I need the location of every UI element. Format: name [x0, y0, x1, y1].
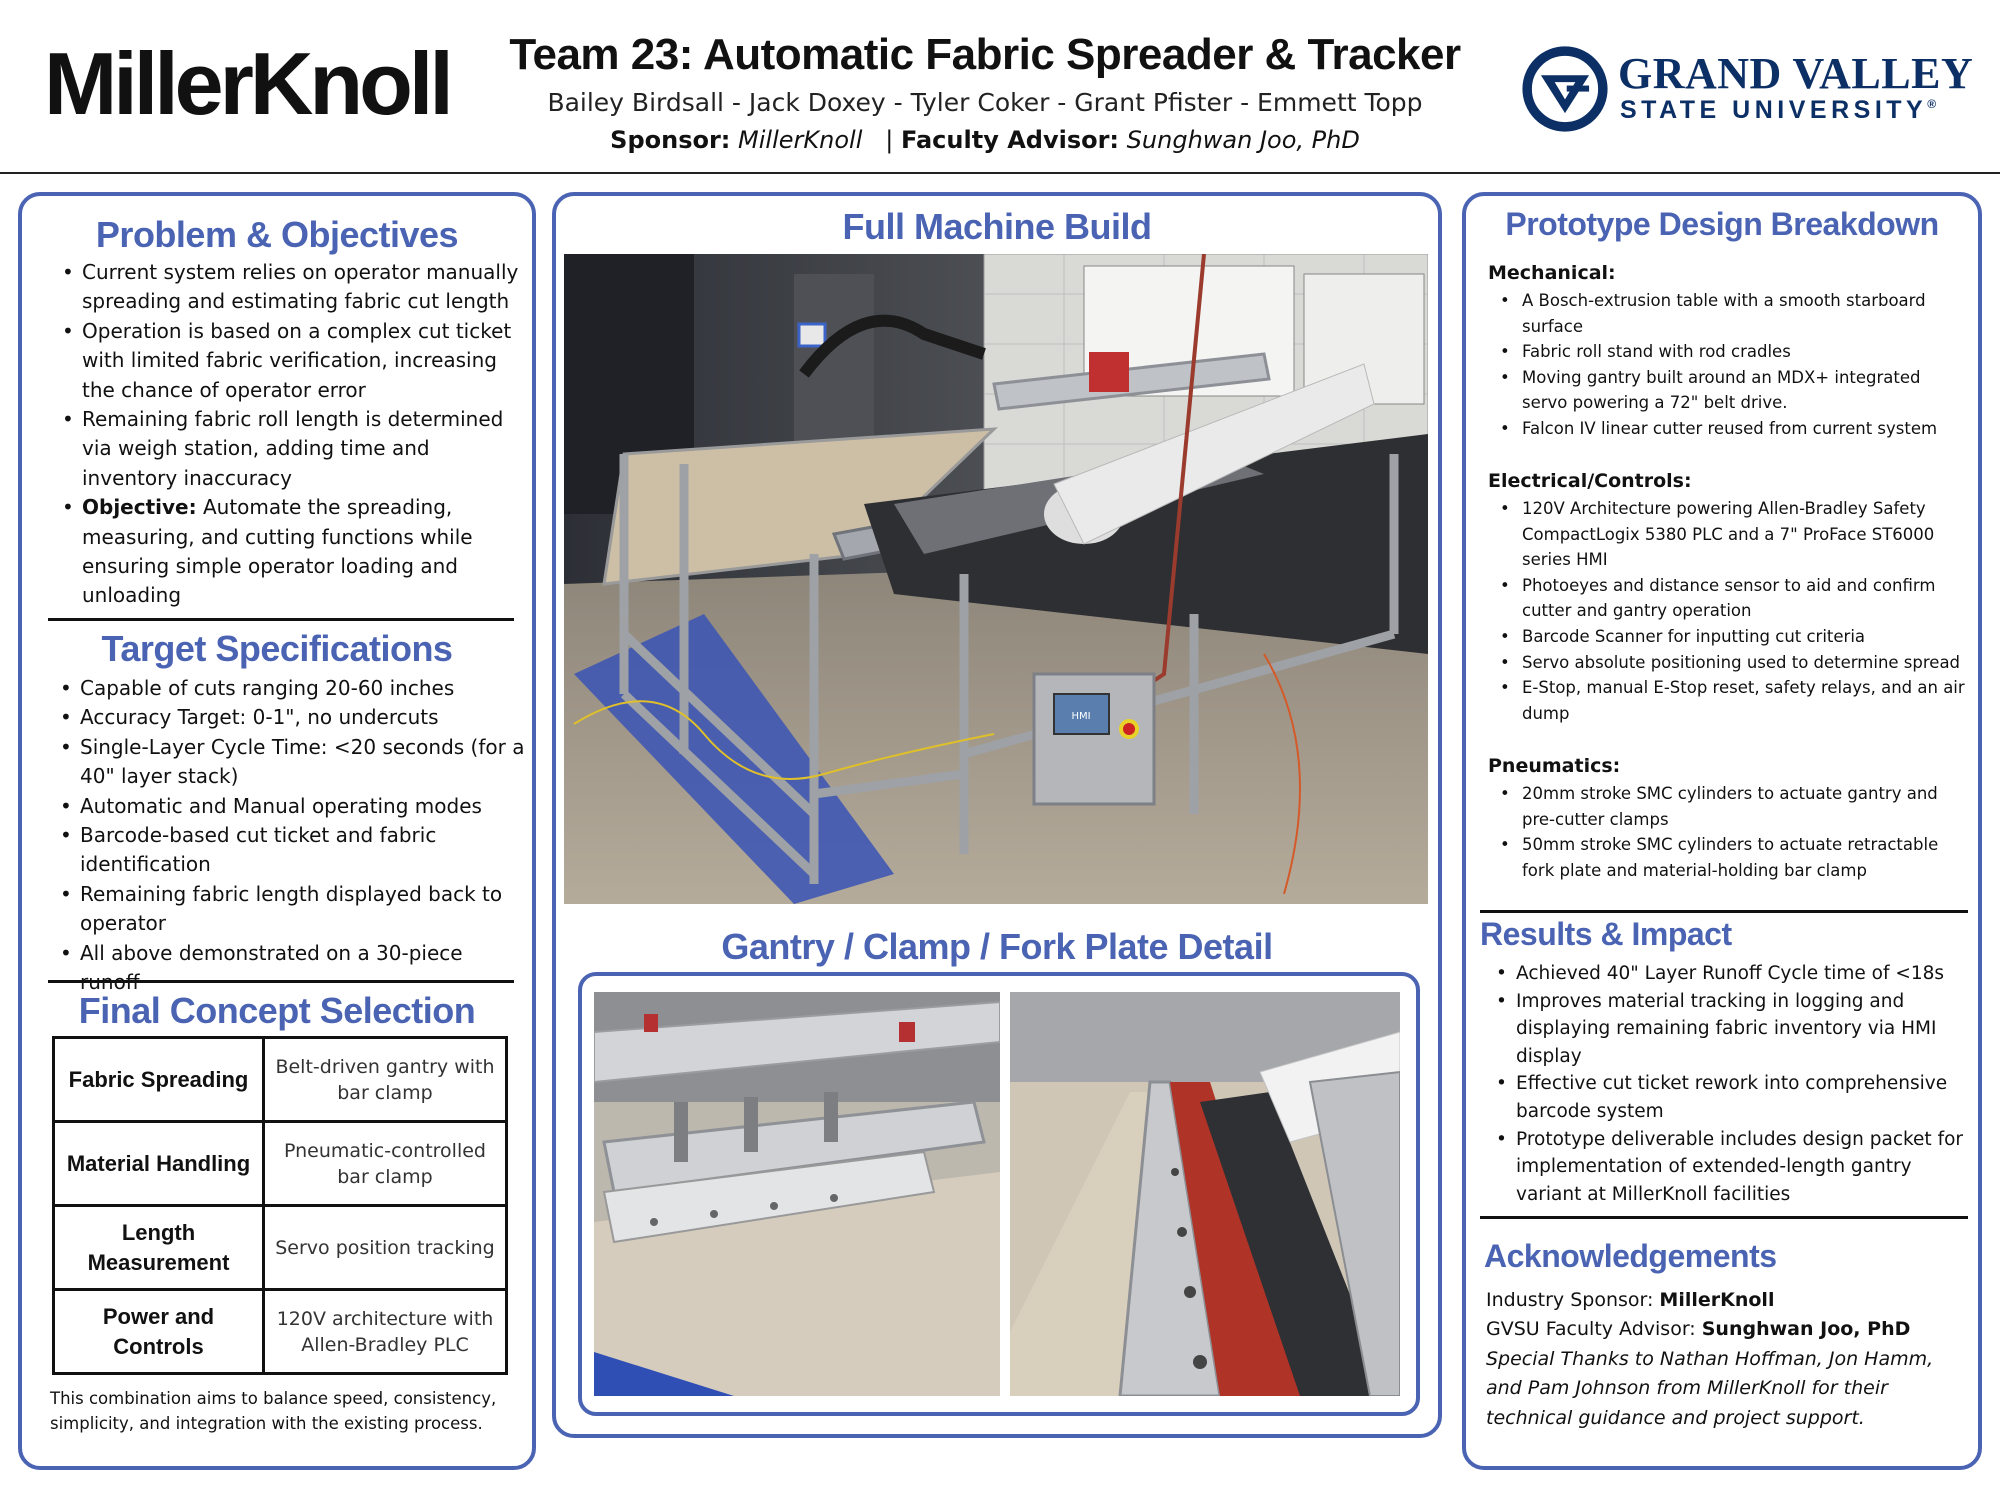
detail-title: Gantry / Clamp / Fork Plate Detail — [721, 926, 1273, 967]
list-item: • Moving gantry built around an MDX+ integrated servo powering a 72" belt drive. — [1498, 365, 1966, 416]
gvsu-name-line2 — [1620, 98, 1936, 123]
list-item: • Single-Layer Cycle Time: <20 seconds (for a 40" layer stack) — [58, 733, 528, 792]
concept-table — [52, 1036, 508, 1375]
problem-list — [60, 258, 530, 611]
fork-plate-illustration — [1010, 992, 1400, 1396]
machine-photo-illustration — [564, 254, 1428, 904]
millerknoll-logo: MillerKnoll — [44, 34, 450, 133]
ack-thanks: Special Thanks to Nathan Hoffman, Jon Hamm, and Pam Johnson from MillerKnoll for their technical guidance and project support. — [1486, 1347, 1934, 1429]
objective-label: Objective: — [82, 495, 197, 520]
problem-title: Problem & Objectives — [95, 214, 459, 255]
sponsor-line — [470, 126, 1500, 154]
poster-header — [0, 0, 2000, 174]
gvsu-name-line1: GRAND VALLEY — [1618, 49, 1974, 98]
list-item: • A Bosch-extrusion table with a smooth starboard surface — [1498, 288, 1966, 339]
machine-photo — [564, 254, 1428, 904]
results-title: Results & Impact — [1480, 916, 1732, 952]
design-title: Prototype Design Breakdown — [1505, 206, 1939, 242]
build-title: Full Machine Build — [842, 206, 1152, 247]
ack-advisor-line — [1486, 1315, 1966, 1344]
results-list — [1494, 960, 1964, 1208]
mechanical-list — [1498, 288, 1966, 442]
table-row — [54, 1206, 507, 1290]
list-item: • 20mm stroke SMC cylinders to actuate gantry and pre-cutter clamps — [1498, 781, 1966, 832]
concept-key: Power and Controls — [54, 1290, 264, 1374]
gvsu-logo-icon — [1522, 46, 1608, 132]
left-panel — [18, 192, 536, 1470]
list-item: • Improves material tracking in logging and displaying remaining fabric inventory via HMI display — [1494, 988, 1964, 1071]
list-item: • Effective cut ticket rework into comprehensive barcode system — [1494, 1070, 1964, 1125]
gantry-clamp-photo — [594, 992, 1000, 1396]
list-item: • Photoeyes and distance sensor to aid and confirm cutter and gantry operation — [1498, 573, 1966, 624]
advisor-label: Faculty Advisor: — [901, 126, 1120, 154]
specs-title: Target Specifications — [101, 628, 453, 669]
pneumatics-heading: Pneumatics: — [1488, 755, 1621, 777]
list-item: • E-Stop, manual E-Stop reset, safety relays, and an air dump — [1498, 675, 1966, 726]
electrical-heading: Electrical/Controls: — [1488, 470, 1692, 492]
divider — [48, 980, 514, 983]
concept-key: Fabric Spreading — [54, 1038, 264, 1122]
hmi-screen-label: HMI — [1071, 711, 1091, 722]
ack-sponsor-label: Industry Sponsor: — [1486, 1289, 1660, 1311]
list-item: • 50mm stroke SMC cylinders to actuate retractable fork plate and material-holding bar clamp — [1498, 832, 1966, 883]
ack-sponsor-line — [1486, 1286, 1966, 1315]
detail-photo-frame — [578, 972, 1420, 1416]
author-list: Bailey Birdsall - Jack Doxey - Tyler Coker - Grant Pfister - Emmett Topp — [547, 88, 1423, 117]
gantry-clamp-illustration — [594, 992, 1000, 1396]
poster-title: Team 23: Automatic Fabric Spreader & Tracker — [509, 30, 1461, 79]
ack-title: Acknowledgements — [1484, 1238, 1777, 1274]
ack-body — [1486, 1286, 1966, 1433]
list-item: • Current system relies on operator manually spreading and estimating fabric cut length — [60, 258, 530, 317]
gvsu-name-line2-text: STATE UNIVERSITY — [1620, 96, 1928, 124]
ack-advisor-value: Sunghwan Joo, PhD — [1701, 1318, 1911, 1341]
registered-mark: ® — [1927, 97, 1937, 111]
list-item: • Achieved 40" Layer Runoff Cycle time of <18s — [1494, 960, 1964, 988]
list-item: • Accuracy Target: 0-1", no undercuts — [58, 703, 528, 732]
list-item: • Capable of cuts ranging 20-60 inches — [58, 674, 528, 703]
divider — [1480, 1216, 1968, 1219]
list-item: • 120V Architecture powering Allen-Bradley Safety CompactLogix 5380 PLC and a 7" ProFace ST6000 series HMI — [1498, 496, 1966, 573]
electrical-list — [1498, 496, 1966, 726]
right-panel — [1462, 192, 1982, 1470]
list-item: • Barcode-based cut ticket and fabric identification — [58, 821, 528, 880]
divider — [48, 618, 514, 621]
concept-value: 120V architecture with Allen-Bradley PLC — [264, 1290, 507, 1374]
concept-value: Servo position tracking — [264, 1206, 507, 1290]
concept-value: Pneumatic-controlled bar clamp — [264, 1122, 507, 1206]
middle-panel — [552, 192, 1442, 1438]
list-item: • Automatic and Manual operating modes — [58, 792, 528, 821]
concept-key: Material Handling — [54, 1122, 264, 1206]
concept-value: Belt-driven gantry with bar clamp — [264, 1038, 507, 1122]
ack-advisor-label: GVSU Faculty Advisor: — [1486, 1318, 1702, 1341]
objective-text: Automate the spreading, measuring, and cutting functions while ensuring simple operator loading and unloading — [82, 495, 473, 608]
list-item: • Servo absolute positioning used to determine spread — [1498, 650, 1966, 676]
table-row — [54, 1038, 507, 1122]
sponsor-label: Sponsor: — [610, 126, 731, 154]
divider — [1480, 910, 1968, 913]
specs-list — [58, 674, 528, 997]
advisor-value: Sunghwan Joo, PhD — [1126, 126, 1360, 154]
list-item: • Prototype deliverable includes design packet for implementation of extended-length gantry variant at MillerKnoll facilities — [1494, 1126, 1964, 1209]
concept-title: Final Concept Selection — [78, 990, 476, 1031]
list-item: • All above demonstrated on a 30-piece runoff — [58, 939, 528, 998]
list-item: • Remaining fabric roll length is determined via weigh station, adding time and inventory inaccuracy — [60, 405, 530, 493]
concept-note: This combination aims to balance speed, consistency, simplicity, and integration with the existing process. — [50, 1389, 497, 1433]
list-item — [60, 493, 530, 611]
list-item: • Remaining fabric length displayed back to operator — [58, 880, 528, 939]
table-row — [54, 1290, 507, 1374]
pneumatics-list — [1498, 781, 1966, 883]
sponsor-value: MillerKnoll — [738, 126, 863, 154]
table-row — [54, 1122, 507, 1206]
fork-plate-photo — [1010, 992, 1400, 1396]
mechanical-heading: Mechanical: — [1488, 262, 1616, 284]
list-item: • Operation is based on a complex cut ticket with limited fabric verification, increasing the chance of operator error — [60, 317, 530, 405]
list-item: • Fabric roll stand with rod cradles — [1498, 339, 1966, 365]
list-item: • Barcode Scanner for inputting cut criteria — [1498, 624, 1966, 650]
sponsor-separator: | — [885, 126, 894, 154]
list-item: • Falcon IV linear cutter reused from current system — [1498, 416, 1966, 442]
concept-key: Length Measurement — [54, 1206, 264, 1290]
ack-sponsor-value: MillerKnoll — [1659, 1289, 1775, 1311]
